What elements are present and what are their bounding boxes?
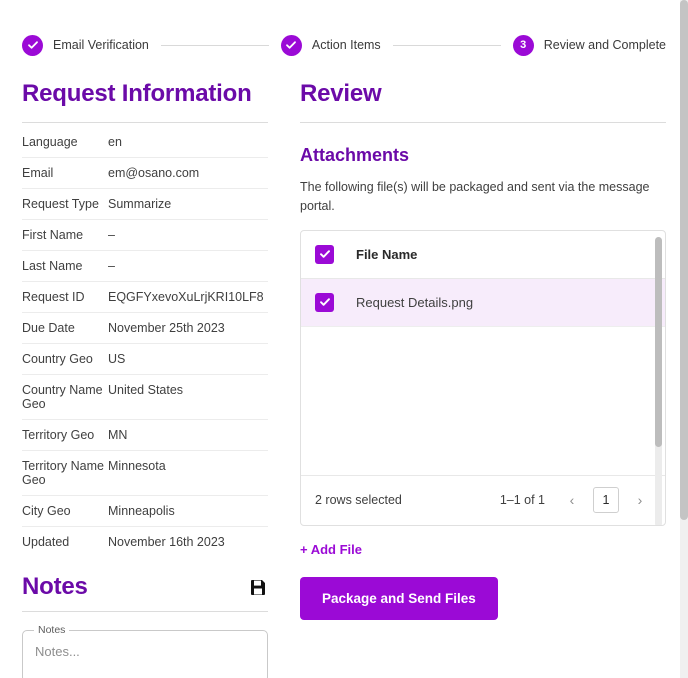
page-number-button[interactable]: 1 (593, 487, 619, 513)
notes-placeholder: Notes... (35, 644, 80, 659)
request-information-table (22, 127, 268, 557)
table-row (22, 189, 268, 220)
table-row (22, 158, 268, 189)
notes-legend: Notes (34, 624, 69, 636)
save-icon[interactable] (248, 577, 268, 597)
step-action-items[interactable] (281, 35, 381, 56)
field-label: First Name (22, 220, 108, 251)
table-row (22, 127, 268, 158)
package-and-send-files-button[interactable]: Package and Send Files (300, 577, 498, 620)
attachments-title: Attachments (300, 145, 410, 165)
table-row (22, 344, 268, 375)
field-label: Last Name (22, 251, 108, 282)
field-label: Updated (22, 535, 70, 549)
table-row (22, 220, 268, 251)
step-1-label: Email Verification (53, 38, 149, 52)
row-checkbox[interactable] (315, 293, 334, 312)
field-value: November 25th 2023 (108, 313, 268, 344)
progress-stepper (0, 0, 688, 62)
field-label: Language (22, 127, 108, 158)
attachments-table-footer (301, 475, 665, 525)
table-row (22, 375, 268, 420)
review-title: Review (300, 80, 382, 107)
field-label: Territory Geo (22, 420, 108, 451)
field-value: EQGFYxevoXuLrjKRI10LF8 (108, 282, 268, 313)
attachments-scrollbar-thumb[interactable] (655, 237, 662, 447)
field-value: November 16th 2023 (108, 535, 225, 549)
field-value: em@osano.com (108, 158, 268, 189)
table-row (22, 251, 268, 282)
step-3-number: 3 (513, 35, 534, 56)
field-value: – (108, 251, 268, 282)
page-scrollbar-thumb[interactable] (680, 0, 688, 520)
field-label: Email (22, 158, 108, 189)
field-value: en (108, 127, 268, 158)
review-divider (300, 122, 666, 123)
field-label: Request Type (22, 189, 108, 220)
step-email-verification[interactable] (22, 35, 149, 56)
field-label: Due Date (22, 313, 108, 344)
step-review-and-complete[interactable] (513, 35, 666, 56)
field-value: Summarize (108, 189, 268, 220)
request-information-panel (22, 62, 268, 678)
field-label: Country Name Geo (22, 375, 108, 420)
review-panel (300, 62, 666, 678)
notes-header (22, 573, 268, 601)
field-label: City Geo (22, 496, 108, 527)
field-label: Request ID (22, 282, 108, 313)
table-row (22, 496, 268, 527)
content-columns (0, 62, 688, 678)
table-row (22, 313, 268, 344)
table-empty-space (301, 327, 665, 475)
chevron-left-icon[interactable]: ‹ (569, 492, 575, 508)
field-label: Country Geo (22, 344, 108, 375)
add-file-button[interactable]: + Add File (300, 541, 362, 557)
table-row (22, 527, 268, 558)
step-2-label: Action Items (311, 38, 381, 52)
field-value: Minnesota (108, 451, 268, 496)
notes-divider (22, 611, 268, 612)
table-row[interactable] (301, 279, 665, 327)
field-value: – (108, 220, 268, 251)
step-3-label: Review and Complete (543, 38, 667, 52)
rows-selected-label: 2 rows selected (315, 493, 402, 507)
field-value: Minneapolis (108, 496, 268, 527)
attachments-table-header (301, 231, 665, 279)
notes-input[interactable] (22, 624, 268, 678)
attachments-description: The following file(s) will be packaged and sent via the message portal. (300, 180, 650, 213)
field-value: United States (108, 375, 268, 420)
select-all-checkbox[interactable] (315, 245, 334, 264)
cell-file-name: Request Details.png (356, 294, 474, 310)
step-connector-2 (393, 45, 501, 46)
column-header-file-name: File Name (356, 246, 418, 262)
field-value: MN (108, 420, 268, 451)
field-value: US (108, 344, 268, 375)
step-2-check-icon (281, 35, 302, 56)
table-row (22, 282, 268, 313)
step-1-check-icon (22, 35, 43, 56)
attachments-table (300, 230, 666, 526)
chevron-right-icon[interactable]: › (637, 492, 643, 508)
attachments-scrollbar[interactable] (655, 237, 662, 526)
step-connector-1 (161, 45, 269, 46)
pagination (500, 487, 651, 513)
table-row (22, 451, 268, 496)
field-label: Territory Name Geo (22, 451, 108, 496)
title-divider (22, 122, 268, 123)
pagination-range: 1–1 of 1 (499, 493, 545, 507)
page-scrollbar[interactable] (680, 0, 688, 678)
table-row (22, 420, 268, 451)
notes-title: Notes (22, 573, 88, 600)
page-title: Request Information (22, 80, 252, 107)
